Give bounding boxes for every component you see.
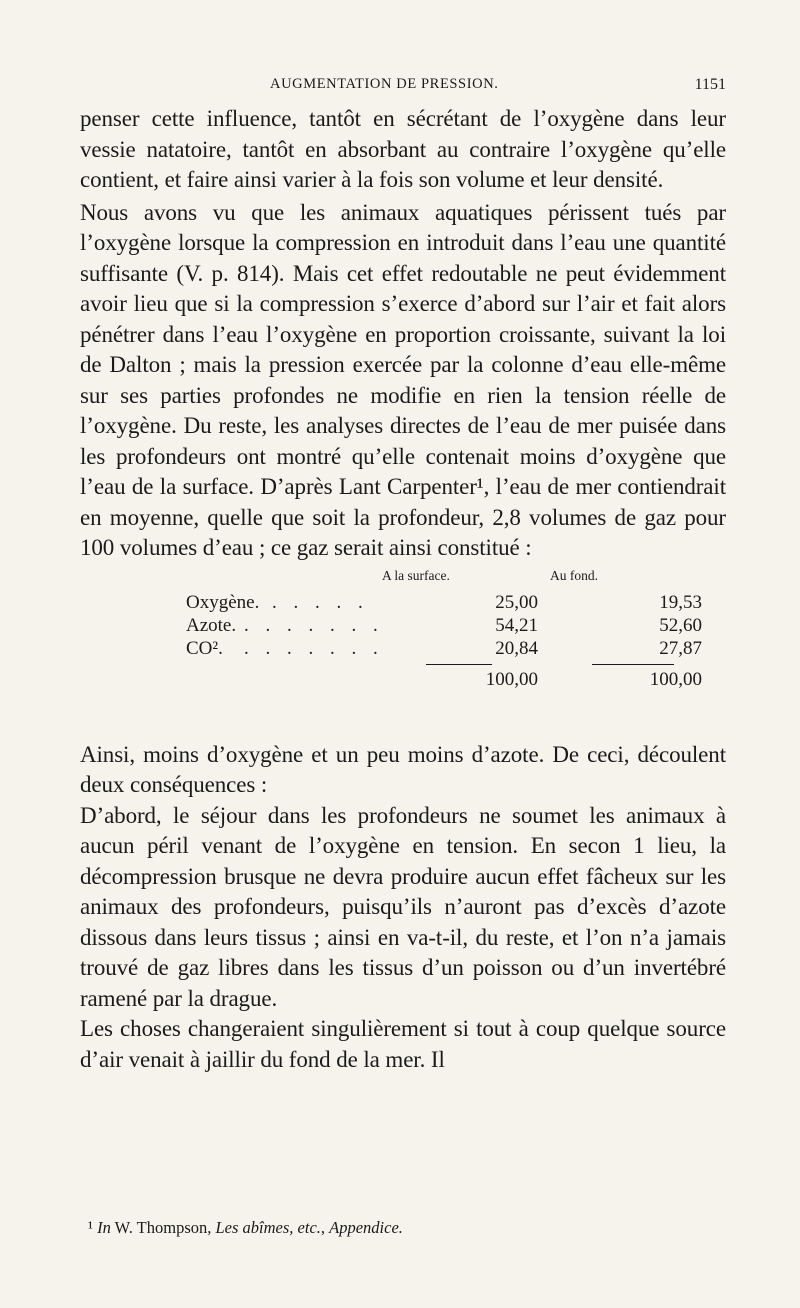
surface-value: 20,84: [495, 637, 538, 659]
leader-dots: . . . . . . .: [244, 637, 384, 659]
leader-dots: . . . . .: [272, 591, 369, 613]
table-total-row: [186, 669, 726, 691]
running-header: [80, 76, 726, 104]
paragraph: D’abord, le séjour dans les profondeurs ne soumet les animaux à aucun péril venant de l’oxygène en tension. En secon 1 lieu, la décompression brusque ne devra produire aucun effet fâcheux sur les animaux des profondeurs, puisqu’ils n’auront pas d’excès d’azote dissous dans leurs tissus ; ainsi en va-t-il, du reste, et l’on n’a jamais trouvé de gaz libres dans les tissus d’un poisson ou d’un invertébré ramené par la drague.: [80, 802, 726, 1011]
bottom-total: 100,00: [649, 668, 702, 690]
surface-value: 54,21: [495, 614, 538, 636]
footnote-section: Appendice.: [329, 1218, 403, 1237]
row-label: Azote.: [186, 614, 237, 636]
paragraph: Nous avons vu que les animaux aquatiques périssent tués par l’oxygène lorsque la compression en introduit dans l’eau une quantité suffisante (V. p. 814). Mais cet effet redoutable ne peut évidemment avoir lieu que si la compression s’exerce d’abord sur l’air et fait alors pénétrer dans l’eau l’oxygène en proportion croissante, suivant la loi de Dalton ; mais la pression exercée par la colonne d’eau elle-même sur ses parties profondes ne modifie en rien la tension réelle de l’oxygène. Du reste, les analyses directes de l’eau de mer puisée dans les profondeurs ont montré qu’elle contenait moins d’oxygène que l’eau de la surface. D’après Lant Carpenter¹, l’eau de mer contiendrait en moyenne, quelle que soit la profondeur, 2,8 volumes de gaz pour 100 volumes d’eau ; ce gaz serait ainsi constitué :: [80, 199, 726, 560]
table-row: [186, 592, 726, 614]
footnote-work: Les abîmes, etc.: [215, 1218, 321, 1237]
sum-rule: [426, 664, 492, 666]
column-header-surface: A la surface.: [382, 567, 450, 583]
leader-dots: . . . . . . .: [244, 614, 384, 636]
column-header-bottom: Au fond.: [550, 567, 598, 583]
footnote-separator: ,: [320, 1218, 330, 1237]
bottom-value: 19,53: [659, 591, 702, 613]
paragraph: Ainsi, moins d’oxygène et un peu moins d’azote. De ceci, découlent deux conséquences :: [80, 741, 726, 797]
paragraph: penser cette influence, tantôt en sécrétant de l’oxygène dans leur vessie natatoire, tantôt en absorbant au contraire l’oxygène qu’elle contient, et faire ainsi varier à la fois son volume et leur densité.: [80, 106, 726, 192]
footnote-author: W. Thompson,: [110, 1218, 216, 1237]
footnote-marker: ¹: [88, 1218, 93, 1237]
main-text-continued: [80, 740, 726, 1076]
footnote: [88, 1218, 403, 1238]
page-number: 1151: [694, 76, 726, 93]
table-row: [186, 638, 726, 660]
surface-value: 25,00: [495, 591, 538, 613]
row-label: CO².: [186, 637, 223, 659]
row-label: Oxygène.: [186, 591, 260, 613]
bottom-value: 52,60: [659, 614, 702, 636]
running-title: AUGMENTATION DE PRESSION.: [270, 76, 499, 92]
bottom-value: 27,87: [659, 637, 702, 659]
sum-rule: [592, 664, 674, 666]
main-text: [80, 104, 726, 564]
surface-total: 100,00: [485, 668, 538, 690]
footnote-prefix: In: [97, 1218, 111, 1237]
table-row: [186, 615, 726, 637]
paragraph: Les choses changeraient singulièrement si tout à coup quelque source d’air venait à jaillir du fond de la mer. Il: [80, 1016, 726, 1072]
gas-composition-table: [80, 568, 726, 718]
